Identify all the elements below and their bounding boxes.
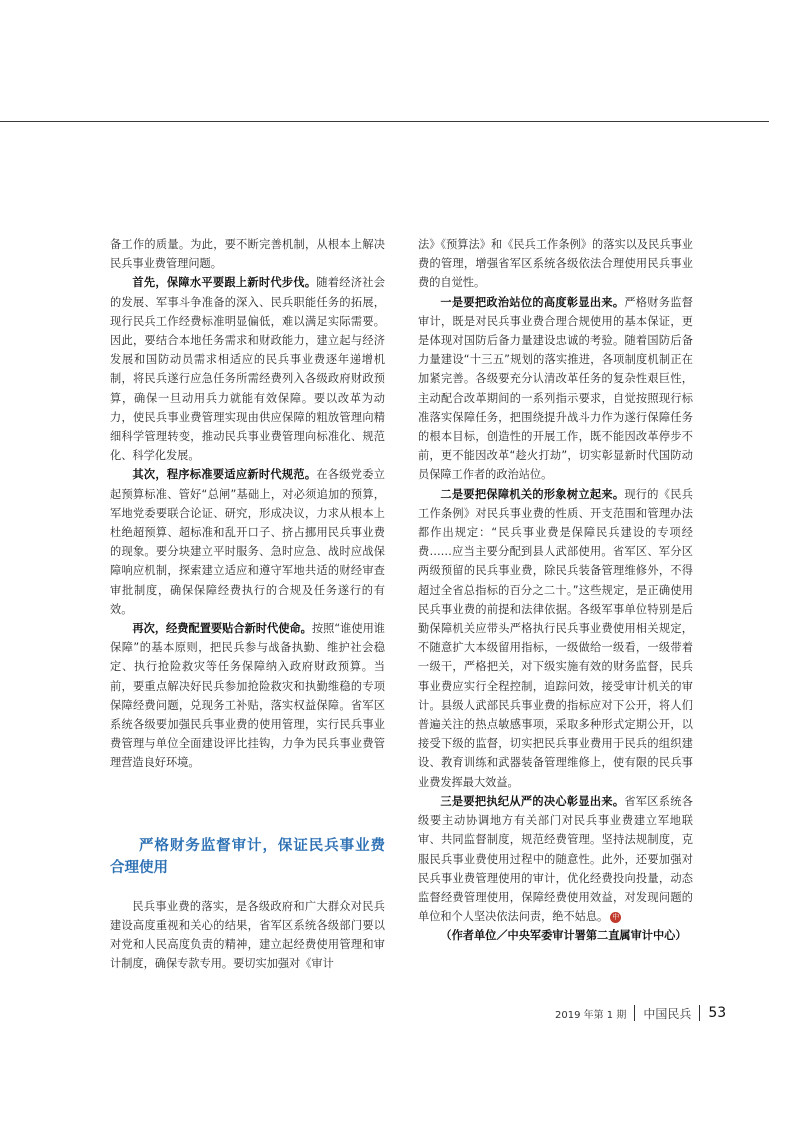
paragraph-lead: 一是要把政治站位的高度彰显出来。 <box>440 295 625 309</box>
paragraph-lead: 三是要把执纪从严的决心彰显出来。 <box>440 794 625 808</box>
paragraph-lead: 首先，保障水平要跟上新时代步伐。 <box>132 276 317 290</box>
header-rule <box>0 121 769 122</box>
paragraph-text: 现行的《民兵工作条例》对民兵事业费的性质、开支范围和管理办法都作出规定：“民兵事业费是保障民兵建设的专项经费……应当主要分配到县人武部使用。省军区、军分区两级预留的民兵事业费，除民兵装备管理维修外，不得超过全省总指标的百分之二十。”这些规定，是正确使用民兵事业费的前提和法律依据。各级军事单位特别是后勤保障机关应带头严格执行民兵事业费使用相关规定，不随意扩大本级留用指标，一级做给一级看，一级带着一级干，严格把关，对下级实施有效的财务监督，民兵事业费应实行全程控制，追踪问效，接受审计机关的审计。县级人武部民兵事业费的指标应对下公开，将人们普遍关注的热点敏感事项，采取多种形式定期公开，以接受下级的监督，切实把民兵事业费用于民兵的组织建设、教育训练和武器装备管理维修上，使有限的民兵事业费发挥最大效益。 <box>418 487 693 789</box>
page-number: 53 <box>708 1005 727 1021</box>
section-heading: 严格财务监督审计，保证民兵事业费合理使用 <box>110 837 385 876</box>
paragraph-lead: 再次，经费配置要贴合新时代使命。 <box>132 622 312 636</box>
magazine-name: 中国民兵 <box>643 1006 692 1021</box>
paragraph: 法》《预算法》和《民兵工作条例》的落实以及民兵事业费的管理，增强省军区系统各级依法合理使用民兵事业费的自觉性。 <box>418 238 693 290</box>
paragraph <box>418 792 693 926</box>
paragraph-lead: 其次，程序标准要适应新时代规范。 <box>132 468 317 482</box>
issue-label: 2019 年第 1 期 <box>555 1009 627 1021</box>
page-footer <box>555 1002 726 1024</box>
paragraph-text: 在各级党委立起预算标准、管好“总闸”基础上，对必须追加的预算，军地党委要联合论证、研究，形成决议，力求从根本上杜绝超预算、超标准和乱开口子、挤占挪用民兵事业费的现象。要分块建立平时服务、急时应急、战时应战保障响应机制，探索建立适应和遵守军地共适的财经审查审批制度，确保保障经费执行的合规及任务遂行的有效。 <box>110 468 385 616</box>
left-column <box>110 235 385 974</box>
paragraph-text: 严格财务监督审计，既是对民兵事业费合理合规使用的基本保证，更是体现对国防后备力量建设忠诚的考验。随着国防后备力量建设“十三五”规划的落实推进，各项制度机制正在加紧完善。各级要充分认清改革任务的复杂性艰巨性，主动配合改革期间的一系列指示要求，自觉按照现行标准落实保障任务，把围绕提升战斗力作为遂行保障任务的根本目标，创造性的开展工作，既不能因改革停步不前，更不能因改革“趁火打劫”，切实彰显新时代国防动员保障工作者的政治站位。 <box>418 295 693 482</box>
footer-divider <box>634 1005 635 1021</box>
right-column <box>418 235 693 946</box>
author-affiliation: （作者单位／中央军委审计署第二直属审计中心） <box>440 929 687 943</box>
paragraph <box>418 485 693 792</box>
paragraph-lead: 二是要把保障机关的形象树立起来。 <box>440 487 625 501</box>
paragraph-text: 省军区系统各级要主动协调地方有关部门对民兵事业费建立军地联审、共同监督制度，规范经费管理。坚持法规制度，克服民兵事业费使用过程中的随意性。此外，还要加强对民兵事业费管理使用的审计，优化经费投向投量，动态监督经费管理使用，保障经费使用效益，对发现问题的单位和个人坚决依法问责，绝不姑息。 <box>418 794 693 924</box>
paragraph: 备工作的质量。为此，要不断完善机制，从根本上解决民兵事业费管理问题。 <box>110 238 385 271</box>
paragraph <box>110 465 385 619</box>
paragraph <box>110 619 385 773</box>
paragraph <box>110 273 385 465</box>
paragraph-text: 随着经济社会的发展、军事斗争准备的深入、民兵职能任务的拓展，现行民兵工作经费标准明显偏低，难以满足实际需要。因此，要结合本地任务需求和财政能力，建立起与经济发展和国防动员需求相适应的民兵事业费逐年递增机制，将民兵遂行应急任务所需经费列入各级政府财政预算，确保一旦动用兵力就能有效保障。要以改革为动力，使民兵事业费管理实现由供应保障的粗放管理向精细科学管理转变，推动民兵事业费管理向标准化、规范化、科学化发展。 <box>110 276 385 463</box>
paragraph: 民兵事业费的落实，是各级政府和广大群众对民兵建设高度重视和关心的结果，省军区系统各级部门要以对党和人民高度负责的精神，建立起经费使用管理和审计制度，确保专款专用。要切实加强对《审计 <box>110 899 385 971</box>
paragraph-text: 按照“谁使用谁保障”的基本原则，把民兵参与战备执勤、维护社会稳定、执行抢险救灾等任务保障纳入政府财政预算。当前，要重点解决好民兵参加抢险救灾和执勤维稳的专项保障经费问题，兑现务工补贴，落实权益保障。省军区系统各级要加强民兵事业费的使用管理，实行民兵事业费管理与单位全面建设评比挂钩，力争为民兵事业费管理营造良好环境。 <box>110 622 385 770</box>
end-mark-icon: 中 <box>612 913 620 922</box>
footer-divider <box>699 1005 700 1021</box>
paragraph <box>418 293 693 485</box>
